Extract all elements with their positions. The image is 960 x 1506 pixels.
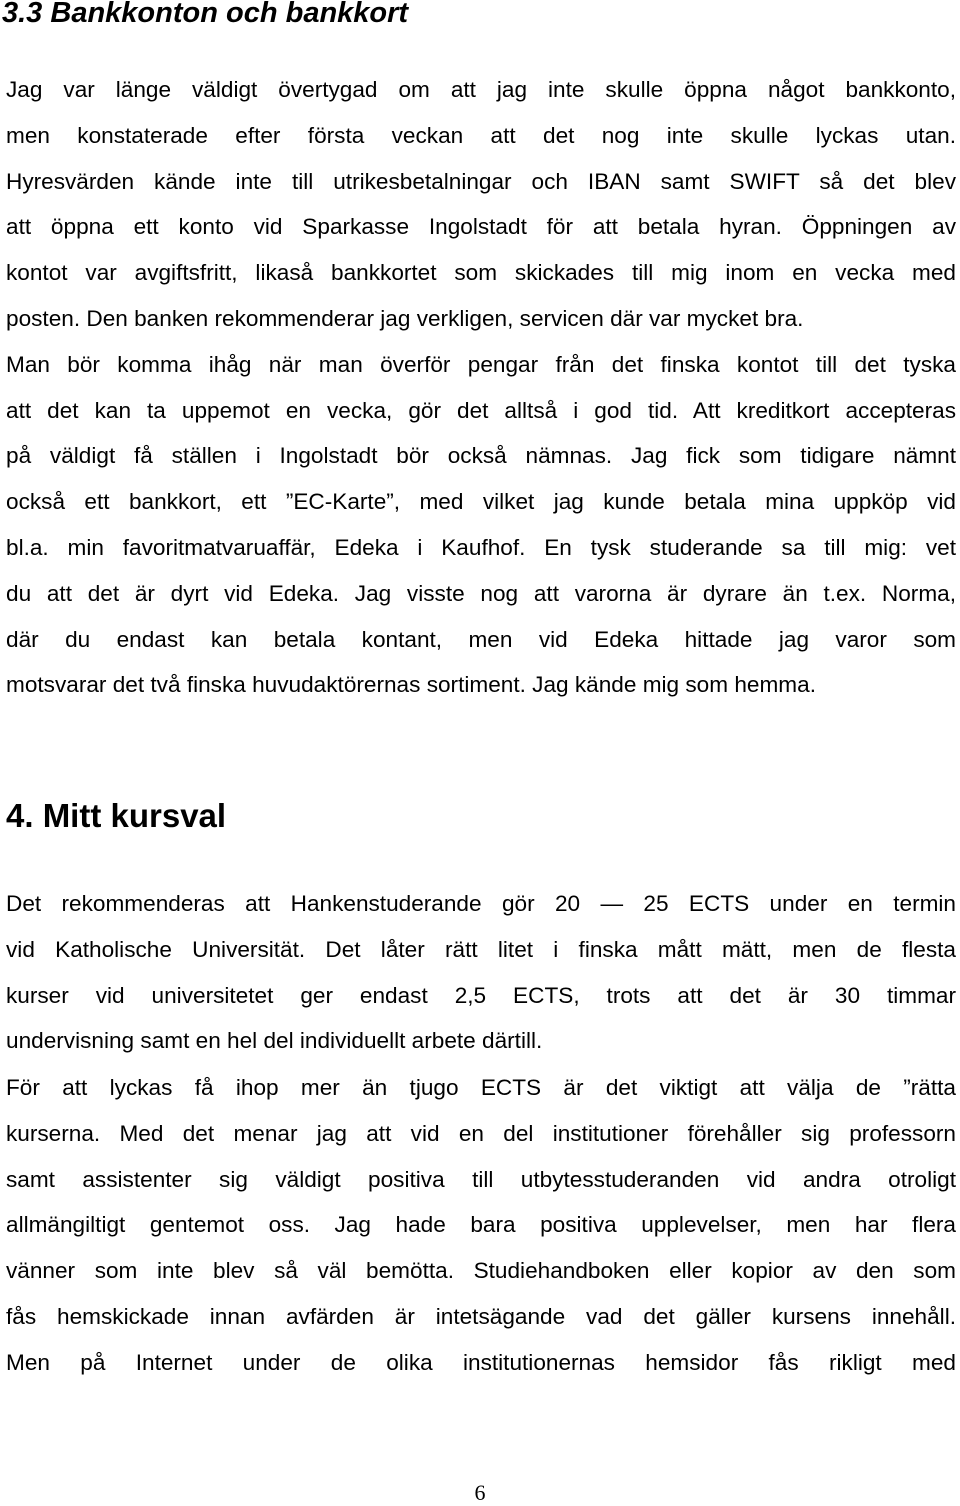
paragraph-line: Det rekommenderas att Hankenstuderande gör 20 — 25 ECTS under en termin <box>6 891 956 916</box>
paragraph-line: också ett bankkort, ett ”EC-Karte”, med vilket jag kunde betala mina uppköp vid <box>6 489 956 515</box>
chapter-heading: 4. Mitt kursval <box>6 797 227 834</box>
paragraph-line: posten. Den banken rekommenderar jag verkligen, servicen där var mycket bra. <box>6 305 804 331</box>
paragraph-line: på väldigt få ställen i Ingolstadt bör också nämnas. Jag fick som tidigare nämnt <box>6 443 956 469</box>
paragraph-line: men konstaterade efter första veckan att det nog inte skulle lyckas utan. <box>6 122 956 148</box>
paragraph-line: kontot var avgiftsfritt, likaså bankkortet som skickades till mig inom en vecka med <box>6 260 956 286</box>
page-number: 6 <box>474 1480 486 1505</box>
paragraph-line: vänner som inte blev så väl bemötta. Studiehandboken eller kopior av den som <box>6 1258 956 1284</box>
chapter-paragraph-2 <box>6 1065 956 1386</box>
paragraph-line: bl.a. min favoritmatvaruaffär, Edeka i Kaufhof. En tysk studerande sa till mig: vet <box>6 534 956 560</box>
paragraph-line: fås hemskickade innan avfärden är intetsägande vad det gäller kursens innehåll. <box>6 1303 956 1329</box>
paragraph-line: vid Katholische Universität. Det låter rätt litet i finska mått mätt, men de flesta <box>6 936 956 962</box>
paragraph-line: För att lyckas få ihop mer än tjugo ECTS är det viktigt att välja de ”rätta <box>6 1075 956 1100</box>
chapter-paragraph-1 <box>6 881 956 1064</box>
paragraph-line: Hyresvärden kände inte till utrikesbetalningar och IBAN samt SWIFT så det blev <box>6 168 956 194</box>
paragraph-line: du att det är dyrt vid Edeka. Jag visste nog att varorna är dyrare än t.ex. Norma, <box>6 580 956 606</box>
paragraph-line: samt assistenter sig väldigt positiva till utbytesstuderanden vid andra otroligt <box>6 1166 956 1192</box>
paragraph-line: att det kan ta uppemot en vecka, gör det alltså i god tid. Att kreditkort accepteras <box>6 397 956 423</box>
section-paragraph <box>6 67 956 708</box>
paragraph-line: allmängiltigt gentemot oss. Jag hade bara positiva upplevelser, men har flera <box>6 1212 956 1238</box>
paragraph-line: Man bör komma ihåg när man överför pengar från det finska kontot till det tyska <box>6 351 956 377</box>
paragraph-line: undervisning samt en hel del individuellt arbete därtill. <box>6 1028 543 1054</box>
paragraph-line: Men på Internet under de olika institutionernas hemsidor fås rikligt med <box>6 1349 956 1375</box>
paragraph-line: kurserna. Med det menar jag att vid en del institutioner förehåller sig professorn <box>6 1120 956 1146</box>
paragraph-line: Jag var länge väldigt övertygad om att jag inte skulle öppna något bankkonto, <box>6 77 956 102</box>
paragraph-line: att öppna ett konto vid Sparkasse Ingolstadt för att betala hyran. Öppningen av <box>6 214 956 240</box>
paragraph-line: där du endast kan betala kontant, men vid Edeka hittade jag varor som <box>6 626 956 652</box>
paragraph-line: motsvarar det två finska huvudaktörernas sortiment. Jag kände mig som hemma. <box>6 672 816 698</box>
section-heading: 3.3 Bankkonton och bankkort <box>2 0 409 29</box>
paragraph-line: kurser vid universitetet ger endast 2,5 ECTS, trots att det är 30 timmar <box>6 982 956 1008</box>
